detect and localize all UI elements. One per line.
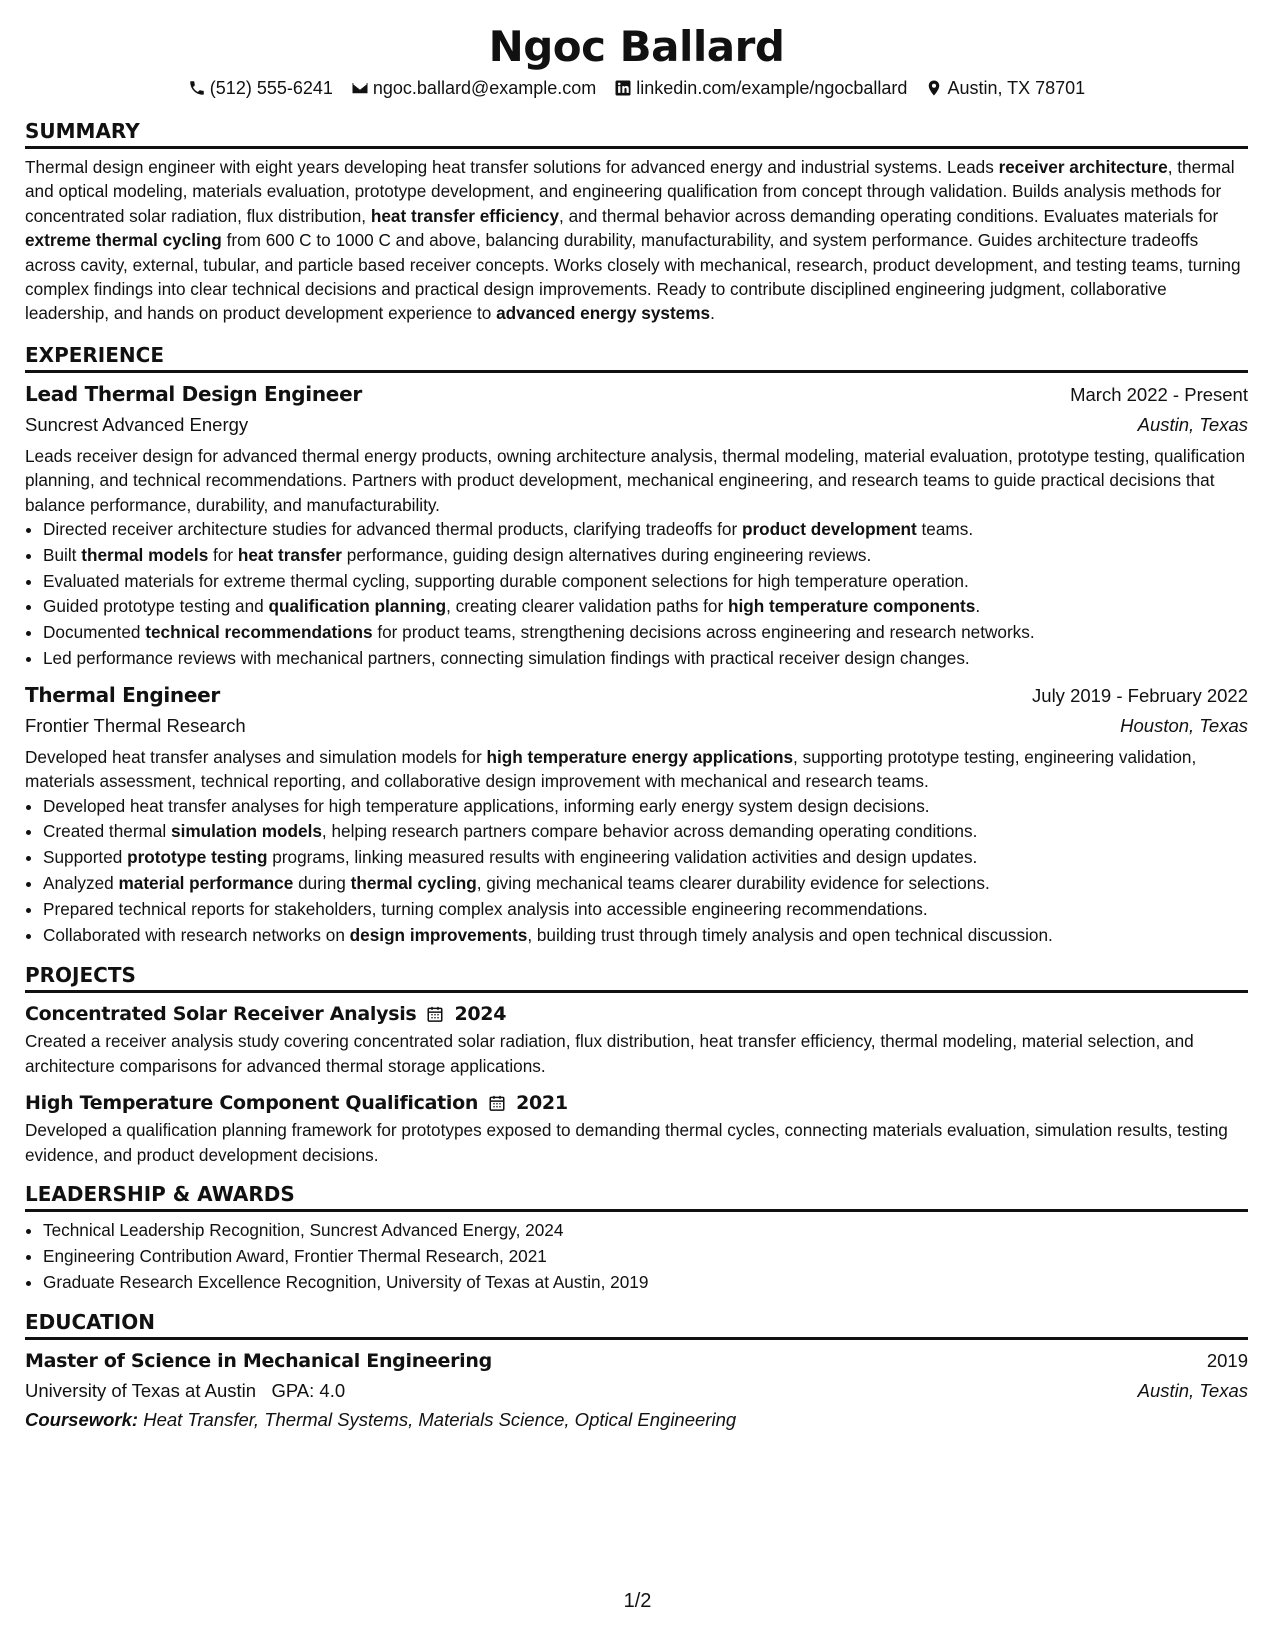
- degree-title: Master of Science in Mechanical Engineering: [25, 1350, 492, 1373]
- awards-list: [25, 1218, 1248, 1295]
- experience-section: [25, 342, 1248, 949]
- emphasis-text: receiver architecture: [998, 157, 1168, 177]
- linkedin-icon: [614, 79, 632, 97]
- section-title-projects: PROJECTS: [25, 963, 136, 988]
- job-dates: July 2019 - February 2022: [1032, 684, 1248, 706]
- job-bullets: [25, 794, 1248, 949]
- section-title-summary: SUMMARY: [25, 119, 140, 143]
- phone-icon: [188, 79, 206, 97]
- resume-page: [25, 22, 1248, 1434]
- project-year: 2024: [454, 1003, 507, 1026]
- award-item: • Graduate Research Excellence Recognition, University of Texas at Austin, 2019: [43, 1270, 1248, 1296]
- bullet-item: • Guided prototype testing and qualification planning, creating clearer validation paths for high temperature components.: [43, 594, 1248, 620]
- contact-linkedin[interactable]: [614, 76, 907, 100]
- job-bullets: [25, 517, 1248, 672]
- job-company: Suncrest Advanced Energy: [25, 413, 249, 435]
- section-divider: [25, 1337, 1248, 1340]
- summary-section: [25, 118, 1248, 326]
- coursework-list: Heat Transfer, Thermal Systems, Materials Science, Optical Engineering: [143, 1409, 737, 1431]
- bullet-item: • Directed receiver architecture studies for advanced thermal products, clarifying tradeoffs for product development teams.: [43, 517, 1248, 543]
- job-entry: [25, 379, 1248, 672]
- school-location: Austin, Texas: [1137, 1380, 1248, 1402]
- contact-location: [925, 76, 1085, 100]
- location-text: Austin, TX 78701: [947, 78, 1086, 98]
- project-description: Developed a qualification planning framework for prototypes exposed to demanding thermal cycles, connecting materials evaluation, simulation results, testing evidence, and product development decisions.: [25, 1120, 1228, 1165]
- summary-text: Thermal design engineer with eight years developing heat transfer solutions for advanced energy and industrial systems. Leads receiver architecture, thermal and optical modeling, materials evaluation, prototype development, and engineering qualification from concept through validation. Builds analysis methods for concentrated solar radiation, flux distribution, heat transfer efficiency, and thermal behavior across demanding operating conditions. Evaluates materials for extreme thermal cycling from 600 C to 1000 C and above, balancing durability, manufacturability, and system performance. Guides architecture tradeoffs across cavity, external, tubular, and particle based receiver concepts. Works closely with mechanical, research, product development, and testing teams, turning complex findings into clear technical decisions and practical design improvements. Ready to contribute disciplined engineering judgment, collaborative leadership, and hands on product development experience to advanced energy systems.: [25, 157, 1241, 324]
- job-location: Austin, Texas: [1137, 413, 1248, 435]
- emphasis-text: heat transfer: [237, 544, 342, 565]
- candidate-name: Ngoc Ballard: [488, 22, 785, 71]
- envelope-icon: [351, 79, 369, 97]
- emphasis-text: thermal cycling: [350, 873, 477, 894]
- coursework-line: [25, 1406, 1248, 1434]
- job-description: Developed heat transfer analyses and simulation models for high temperature energy applications, supporting prototype testing, engineering validation, materials assessment, technical reporting, and collaborative design improvement with mechanical and research teams.: [25, 746, 1197, 792]
- emphasis-text: high temperature components: [727, 596, 976, 617]
- bullet-item: • Supported prototype testing programs, linking measured results with engineering validation activities and design updates.: [43, 845, 1248, 871]
- emphasis-text: simulation models: [171, 821, 322, 842]
- education-section: [25, 1309, 1248, 1434]
- award-item: • Engineering Contribution Award, Frontier Thermal Research, 2021: [43, 1244, 1248, 1270]
- emphasis-text: technical recommendations: [145, 622, 373, 643]
- emphasis-text: high temperature energy applications: [486, 746, 794, 767]
- graduation-year: 2019: [1206, 1350, 1248, 1372]
- bullet-item: • Evaluated materials for extreme thermal cycling, supporting durable component selections for high temperature operation.: [43, 569, 1248, 595]
- bullet-item: • Prepared technical reports for stakeholders, turning complex analysis into accessible engineering recommendations.: [43, 897, 1248, 923]
- projects-section: [25, 962, 1248, 1167]
- leadership-section: [25, 1181, 1248, 1295]
- emphasis-text: design improvements: [349, 924, 528, 945]
- calendar-icon: [488, 1094, 506, 1112]
- emphasis-text: advanced energy systems: [496, 303, 711, 324]
- contact-bar: [25, 76, 1248, 100]
- calendar-icon: [426, 1005, 444, 1023]
- job-title: Thermal Engineer: [25, 682, 220, 707]
- section-divider: [25, 370, 1248, 373]
- emphasis-text: extreme thermal cycling: [25, 230, 222, 251]
- bullet-item: • Built thermal models for heat transfer performance, guiding design alternatives during engineering reviews.: [43, 543, 1248, 569]
- bullet-item: • Collaborated with research networks on design improvements, building trust through timely analysis and open technical discussion.: [43, 923, 1248, 949]
- job-description: Leads receiver design for advanced thermal energy products, owning architecture analysis, thermal modeling, material evaluation, prototype testing, qualification planning, and technical recommendations. Partners with product development, mechanical engineering, and research teams to guide practical decisions that balance performance, durability, and manufacturability.: [25, 445, 1246, 515]
- project-name: High Temperature Component Qualification: [25, 1092, 479, 1115]
- phone-text: (512) 555-6241: [209, 78, 333, 98]
- project-entry: [25, 1088, 1248, 1167]
- section-title-leadership: LEADERSHIP & AWARDS: [25, 1182, 295, 1207]
- job-dates: March 2022 - Present: [1070, 383, 1248, 405]
- school-name: University of Texas at Austin: [25, 1380, 257, 1402]
- section-title-experience: EXPERIENCE: [25, 342, 164, 367]
- coursework-label: Coursework:: [25, 1409, 139, 1431]
- job-location: Houston, Texas: [1120, 714, 1248, 736]
- project-description: Created a receiver analysis study covering concentrated solar radiation, flux distribution, heat transfer efficiency, thermal modeling, material selection, and architecture comparisons for advanced thermal storage applications.: [25, 1031, 1194, 1076]
- project-entry: [25, 999, 1248, 1078]
- section-divider: [25, 1209, 1248, 1212]
- bullet-item: • Developed heat transfer analyses for high temperature applications, informing early energy system design decisions.: [43, 794, 1248, 820]
- emphasis-text: product development: [741, 519, 917, 540]
- emphasis-text: qualification planning: [268, 596, 447, 617]
- map-pin-icon: [925, 79, 943, 97]
- job-title: Lead Thermal Design Engineer: [25, 381, 362, 406]
- bullet-item: • Documented technical recommendations for product teams, strengthening decisions across engineering and research networks.: [43, 620, 1248, 646]
- linkedin-link[interactable]: linkedin.com/example/ngocballard: [636, 78, 908, 98]
- bullet-item: • Created thermal simulation models, helping research partners compare behavior across demanding operating conditions.: [43, 819, 1248, 845]
- page-number: 1/2: [623, 1590, 652, 1612]
- award-item: • Technical Leadership Recognition, Suncrest Advanced Energy, 2024: [43, 1218, 1248, 1244]
- project-name: Concentrated Solar Receiver Analysis: [25, 1003, 417, 1026]
- job-company: Frontier Thermal Research: [25, 714, 246, 736]
- bullet-item: • Led performance reviews with mechanical partners, connecting simulation findings with practical receiver design changes.: [43, 646, 1248, 672]
- section-divider: [25, 990, 1248, 993]
- job-entry: [25, 680, 1248, 949]
- bullet-item: • Analyzed material performance during thermal cycling, giving mechanical teams clearer durability evidence for selections.: [43, 871, 1248, 897]
- emphasis-text: material performance: [118, 873, 294, 894]
- contact-email[interactable]: [351, 76, 596, 100]
- gpa: GPA: 4.0: [271, 1380, 346, 1402]
- contact-phone: [188, 76, 333, 100]
- emphasis-text: thermal models: [81, 544, 209, 565]
- emphasis-text: prototype testing: [127, 847, 268, 868]
- email-link[interactable]: ngoc.ballard@example.com: [372, 78, 597, 98]
- emphasis-text: heat transfer efficiency: [370, 205, 560, 226]
- project-year: 2021: [516, 1092, 568, 1115]
- section-title-education: EDUCATION: [25, 1310, 155, 1335]
- section-divider: [25, 146, 1248, 149]
